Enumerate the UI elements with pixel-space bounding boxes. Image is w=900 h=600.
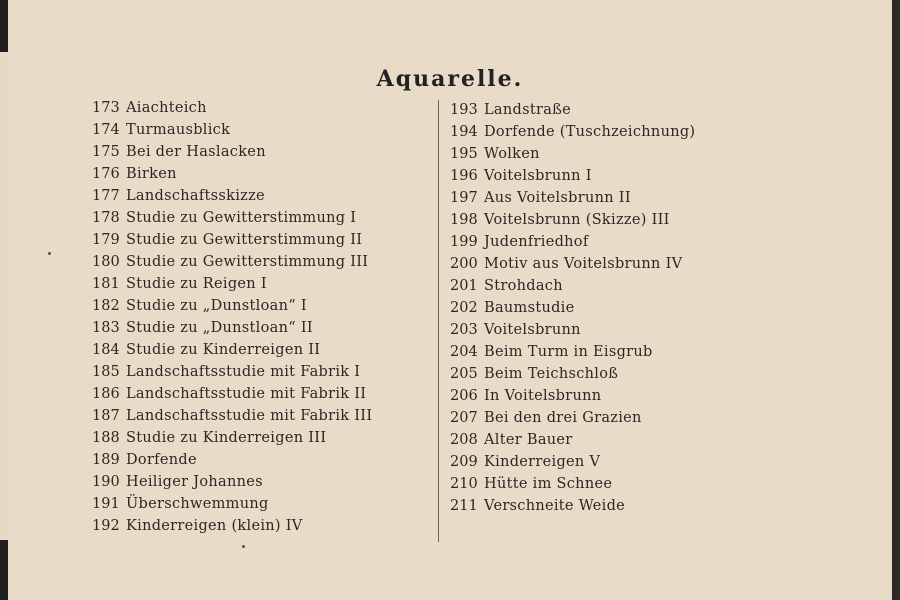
scan-right-edge [892,0,900,600]
entry-title: Alter Bauer [484,432,573,448]
catalog-entry [92,141,372,163]
catalog-entry [92,449,372,471]
catalog-entry [450,385,695,407]
catalog-entry [92,361,372,383]
catalog-entry [450,209,695,231]
entry-title: Beim Turm in Eisgrub [484,344,653,360]
entry-number: 188 [92,430,120,446]
entry-title: Dorfende [126,452,197,468]
catalog-entry [92,97,372,119]
entry-title: Studie zu Kinderreigen III [126,430,327,446]
catalog-entry [92,493,372,515]
catalog-page [8,0,892,600]
left-entry-list [92,97,372,537]
entry-title: Studie zu Gewitterstimmung I [126,210,357,226]
entry-number: 211 [450,498,478,514]
entry-number: 204 [450,344,478,360]
catalog-entry [450,187,695,209]
catalog-entry [450,319,695,341]
entry-number: 208 [450,432,478,448]
catalog-entry [92,427,372,449]
entry-title: Studie zu „Dunstloan“ I [126,298,307,314]
catalog-entry [92,405,372,427]
entry-number: 176 [92,166,120,182]
entry-title: Kinderreigen V [484,454,601,470]
entry-title: Aiachteich [126,100,207,116]
entry-number: 203 [450,322,478,338]
entry-title: Studie zu Gewitterstimmung III [126,254,369,270]
entry-number: 195 [450,146,478,162]
catalog-entry [92,119,372,141]
entry-number: 190 [92,474,120,490]
catalog-entry [450,341,695,363]
entry-number: 179 [92,232,120,248]
entry-number: 209 [450,454,478,470]
entry-number: 192 [92,518,120,534]
catalog-entry [450,275,695,297]
catalog-entry [92,185,372,207]
catalog-entry [450,231,695,253]
entry-title: Kinderreigen (klein) IV [126,518,303,534]
entry-number: 200 [450,256,478,272]
paper-speck [242,545,245,548]
entry-number: 183 [92,320,120,336]
paper-speck [48,252,51,255]
entry-number: 178 [92,210,120,226]
entry-title: Landstraße [484,102,572,118]
catalog-entry [450,143,695,165]
entry-title: Studie zu „Dunstloan“ II [126,320,313,336]
entry-title: Hütte im Schnee [484,476,613,492]
entry-number: 175 [92,144,120,160]
catalog-entry [92,339,372,361]
entry-number: 198 [450,212,478,228]
catalog-entry [450,473,695,495]
catalog-entry [92,383,372,405]
entry-title: Landschaftsstudie mit Fabrik III [126,408,373,424]
entry-title: Wolken [484,146,540,162]
entry-number: 177 [92,188,120,204]
entry-number: 194 [450,124,478,140]
section-heading: Aquarelle. [376,66,524,92]
entry-number: 186 [92,386,120,402]
entry-number: 174 [92,122,120,138]
entry-number: 193 [450,102,478,118]
entry-title: Studie zu Kinderreigen II [126,342,321,358]
entry-title: Voitelsbrunn I [484,168,592,184]
catalog-entry [450,165,695,187]
right-entry-list [450,99,695,517]
entry-number: 210 [450,476,478,492]
catalog-entry [92,229,372,251]
catalog-entry [92,515,372,537]
entry-title: Aus Voitelsbrunn II [484,190,631,206]
entry-title: Voitelsbrunn (Skizze) III [484,212,670,228]
entry-number: 201 [450,278,478,294]
entry-title: Judenfriedhof [484,234,589,250]
column-divider [438,100,439,542]
entry-title: Bei der Haslacken [126,144,266,160]
catalog-entry [92,273,372,295]
entry-title: Landschaftsskizze [126,188,265,204]
entry-title: Strohdach [484,278,563,294]
catalog-entry [450,121,695,143]
catalog-entry [92,471,372,493]
entry-title: Dorfende (Tuschzeichnung) [484,124,696,140]
entry-number: 191 [92,496,120,512]
entry-number: 196 [450,168,478,184]
entry-number: 197 [450,190,478,206]
entry-title: Voitelsbrunn [484,322,581,338]
entry-number: 173 [92,100,120,116]
catalog-entry [92,207,372,229]
entry-number: 205 [450,366,478,382]
entry-number: 207 [450,410,478,426]
entry-number: 182 [92,298,120,314]
entry-title: Landschaftsstudie mit Fabrik II [126,386,367,402]
entry-number: 185 [92,364,120,380]
catalog-entry [450,253,695,275]
entry-title: Studie zu Reigen I [126,276,267,292]
entry-title: Motiv aus Voitelsbrunn IV [484,256,683,272]
catalog-entry [450,451,695,473]
catalog-entry [92,317,372,339]
entry-title: Verschneite Weide [484,498,626,514]
entry-title: Studie zu Gewitterstimmung II [126,232,363,248]
entry-title: Überschwemmung [126,496,269,512]
catalog-entry [92,295,372,317]
catalog-entry [450,297,695,319]
entry-title: Landschaftsstudie mit Fabrik I [126,364,361,380]
entry-number: 206 [450,388,478,404]
catalog-entry [92,163,372,185]
entry-number: 184 [92,342,120,358]
catalog-entry [92,251,372,273]
entry-number: 199 [450,234,478,250]
entry-title: Beim Teichschloß [484,366,619,382]
entry-number: 189 [92,452,120,468]
entry-title: In Voitelsbrunn [484,388,602,404]
entry-number: 180 [92,254,120,270]
catalog-entry [450,429,695,451]
entry-number: 202 [450,300,478,316]
entry-title: Heiliger Johannes [126,474,263,490]
entry-title: Birken [126,166,177,182]
catalog-entry [450,363,695,385]
catalog-entry [450,99,695,121]
entry-title: Turmausblick [126,122,231,138]
entry-title: Bei den drei Grazien [484,410,642,426]
catalog-entry [450,407,695,429]
entry-number: 187 [92,408,120,424]
entry-number: 181 [92,276,120,292]
catalog-entry [450,495,695,517]
entry-title: Baumstudie [484,300,575,316]
